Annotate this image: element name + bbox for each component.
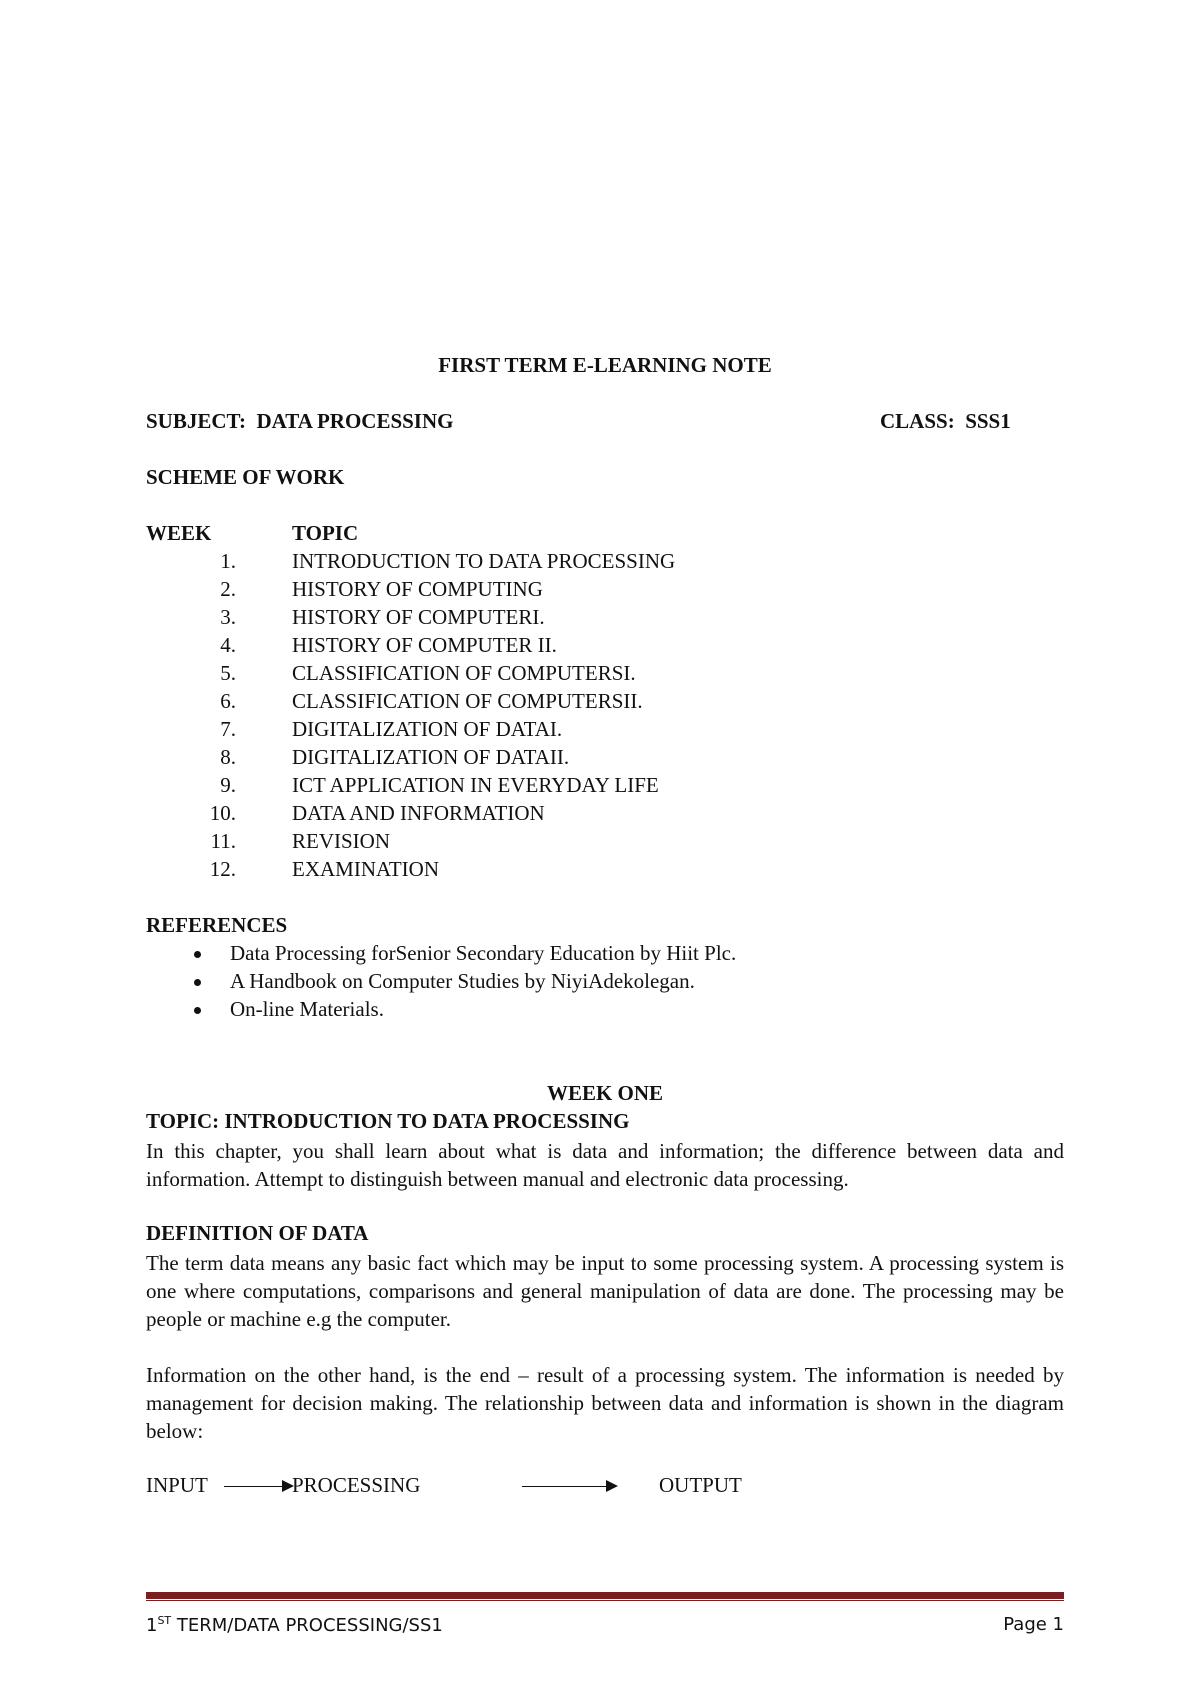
- week-number: 2.: [220, 577, 236, 601]
- scheme-heading: SCHEME OF WORK: [146, 465, 345, 489]
- footer-rule: [146, 1592, 1064, 1599]
- definition-paragraph: The term data means any basic fact which may be input to some processing system. A processing system is one where computations, comparisons and general manipulation of data are done. The processing may be people or machine e.g the computer.: [146, 1251, 1064, 1331]
- week-topic: DIGITALIZATION OF DATAII.: [292, 745, 570, 769]
- week-topic: ICT APPLICATION IN EVERYDAY LIFE: [292, 773, 659, 797]
- week-topic: CLASSIFICATION OF COMPUTERSI.: [292, 661, 636, 685]
- intro-paragraph: In this chapter, you shall learn about what is data and information; the difference between data and information. Attempt to distinguish between manual and electronic data processing.: [146, 1139, 1064, 1191]
- week-number: 10.: [209, 801, 236, 825]
- week-column-header: WEEK: [146, 521, 212, 545]
- week-topic: CLASSIFICATION OF COMPUTERSII.: [292, 689, 643, 713]
- week-number: 9.: [220, 773, 236, 797]
- class-line: [880, 409, 1011, 434]
- week-number: 6.: [220, 689, 236, 713]
- class-label: CLASS:: [880, 409, 955, 433]
- week-number: 1.: [220, 549, 236, 573]
- week-number: 5.: [220, 661, 236, 685]
- subject-value: DATA PROCESSING: [256, 409, 454, 433]
- footer-term-number: 1: [146, 1615, 158, 1636]
- week-topic: REVISION: [292, 829, 390, 853]
- diagram-input-label: INPUT: [146, 1473, 208, 1497]
- week-number: 7.: [220, 717, 236, 741]
- week-one-heading: WEEK ONE: [546, 1081, 664, 1105]
- reference-text: On-line Materials.: [230, 997, 384, 1021]
- footer-rule-thin: [146, 1600, 1064, 1601]
- topic-column-header: TOPIC: [292, 521, 359, 545]
- week-number: 12.: [209, 857, 236, 881]
- week-number: 4.: [220, 633, 236, 657]
- week-topic: INTRODUCTION TO DATA PROCESSING: [292, 549, 676, 573]
- bullet-icon: [194, 951, 201, 958]
- arrow-head-icon: [606, 1480, 618, 1492]
- footer-term-suffix: ST: [157, 1614, 172, 1627]
- bullet-icon: [194, 979, 201, 986]
- week-one-topic: TOPIC: INTRODUCTION TO DATA PROCESSING: [146, 1109, 630, 1133]
- week-number: 8.: [220, 745, 236, 769]
- week-topic: HISTORY OF COMPUTING: [292, 577, 543, 601]
- week-topic: HISTORY OF COMPUTERI.: [292, 605, 545, 629]
- page-title: FIRST TERM E-LEARNING NOTE: [438, 353, 772, 377]
- week-number: 11.: [210, 829, 236, 853]
- arrow-input-to-processing: [224, 1486, 290, 1487]
- definition-heading: DEFINITION OF DATA: [146, 1221, 369, 1245]
- subject-label: SUBJECT:: [146, 409, 246, 433]
- week-number: 3.: [220, 605, 236, 629]
- subject-line: [146, 409, 453, 434]
- class-value: SSS1: [965, 409, 1011, 433]
- week-topic: DIGITALIZATION OF DATAI.: [292, 717, 563, 741]
- reference-text: Data Processing forSenior Secondary Education by Hiit Plc.: [230, 941, 737, 965]
- diagram-processing-label: PROCESSING: [292, 1473, 421, 1497]
- page-number: Page 1: [1003, 1614, 1064, 1635]
- references-heading: REFERENCES: [146, 913, 288, 937]
- week-topic: HISTORY OF COMPUTER II.: [292, 633, 557, 657]
- information-paragraph: Information on the other hand, is the end – result of a processing system. The information is needed by management for decision making. The relationship between data and information is shown in the diagram below:: [146, 1363, 1064, 1443]
- week-topic: DATA AND INFORMATION: [292, 801, 545, 825]
- diagram-output-label: OUTPUT: [659, 1473, 742, 1497]
- week-topic: EXAMINATION: [292, 857, 439, 881]
- footer-course-label: [146, 1614, 443, 1636]
- footer-course-text: TERM/DATA PROCESSING/SS1: [171, 1615, 443, 1636]
- bullet-icon: [194, 1007, 201, 1014]
- arrow-processing-to-output: [522, 1486, 612, 1487]
- reference-text: A Handbook on Computer Studies by NiyiAdekolegan.: [230, 969, 695, 993]
